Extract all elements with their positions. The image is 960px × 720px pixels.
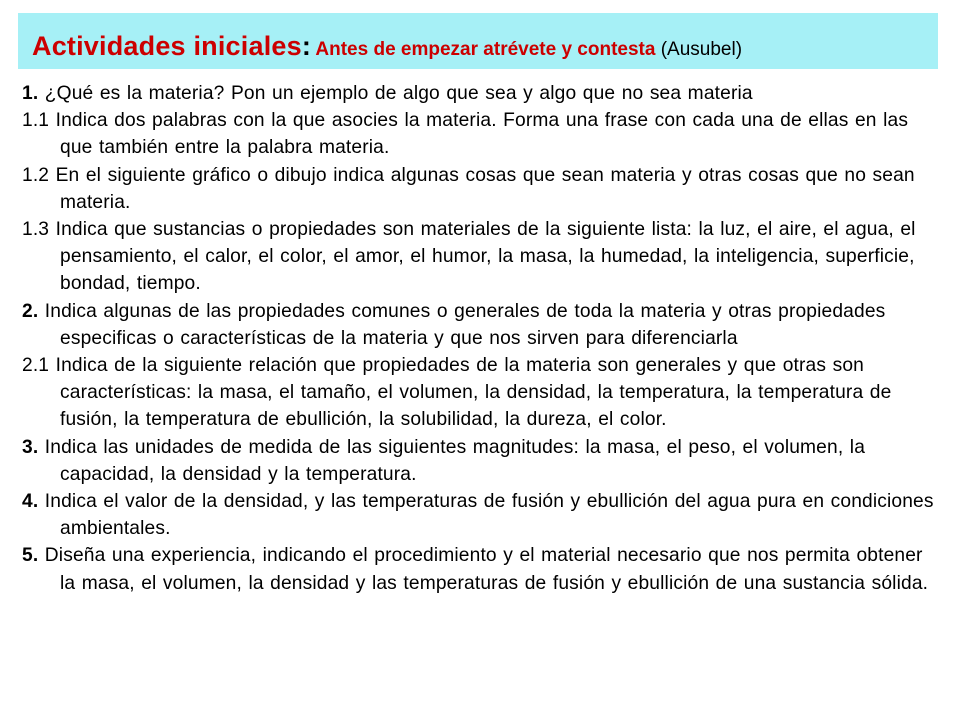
title-author: (Ausubel): [655, 39, 743, 60]
item-number: 2.: [22, 300, 39, 322]
activity-item-2-1: [22, 352, 942, 434]
item-number: 4.: [22, 491, 39, 513]
item-text: Indica las unidades de medida de las siguientes magnitudes: la masa, el peso, el volumen, la capacidad, la densidad y la temperatura.: [38, 436, 866, 485]
item-text: Diseña una experiencia, indicando el procedimiento y el material necesario que nos permita obtener la masa, el volumen, la densidad y las temperaturas de fusión y ebullición de una sustancia sólida.: [38, 545, 929, 594]
activity-list: [22, 80, 942, 597]
activity-item-1-3: [22, 216, 942, 298]
title-subtitle: Antes de empezar atrévete y contesta: [310, 39, 656, 60]
item-number: 1.: [22, 83, 39, 104]
activity-item-1: [22, 80, 942, 107]
title-banner: [18, 13, 938, 69]
item-text: 1.2 En el siguiente gráfico o dibujo indica algunas cosas que sean materia y otras cosas que no sean materia.: [22, 164, 915, 213]
item-number: 3.: [22, 436, 39, 458]
activity-item-5: [22, 542, 942, 596]
item-text: Indica el valor de la densidad, y las temperaturas de fusión y ebullición del agua pura en condiciones ambientales.: [38, 491, 934, 540]
activity-item-2: [22, 298, 942, 352]
title-main: Actividades iniciales: [32, 31, 302, 61]
activity-item-3: [22, 434, 942, 488]
item-text: ¿Qué es la materia? Pon un ejemplo de algo que sea y algo que no sea materia: [38, 83, 753, 104]
item-text: 1.3 Indica que sustancias o propiedades son materiales de la siguiente lista: la luz, el aire, el agua, el pensamiento, el calor, el color, el amor, el humor, la masa, la humedad, la inteligencia, superficie, bondad, tiempo.: [22, 219, 916, 295]
title-colon: :: [301, 31, 311, 61]
item-text: 1.1 Indica dos palabras con la que asocies la materia. Forma una frase con cada una de ellas en las que también entre la palabra materia.: [22, 110, 909, 159]
item-text: Indica algunas de las propiedades comunes o generales de toda la materia y otras propiedades especificas o características de la materia y que nos sirven para diferenciarla: [38, 300, 886, 349]
item-number: 5.: [22, 545, 39, 567]
activity-item-1-1: [22, 107, 942, 161]
activity-item-1-2: [22, 162, 942, 216]
activity-item-4: [22, 488, 942, 542]
item-text: 2.1 Indica de la siguiente relación que propiedades de la materia son generales y que otras son características: la masa, el tamaño, el volumen, la densidad, la temperatura, la temperatura de fusión, la temperatura de ebullición, la solubilidad, la dureza, el color.: [22, 355, 892, 431]
